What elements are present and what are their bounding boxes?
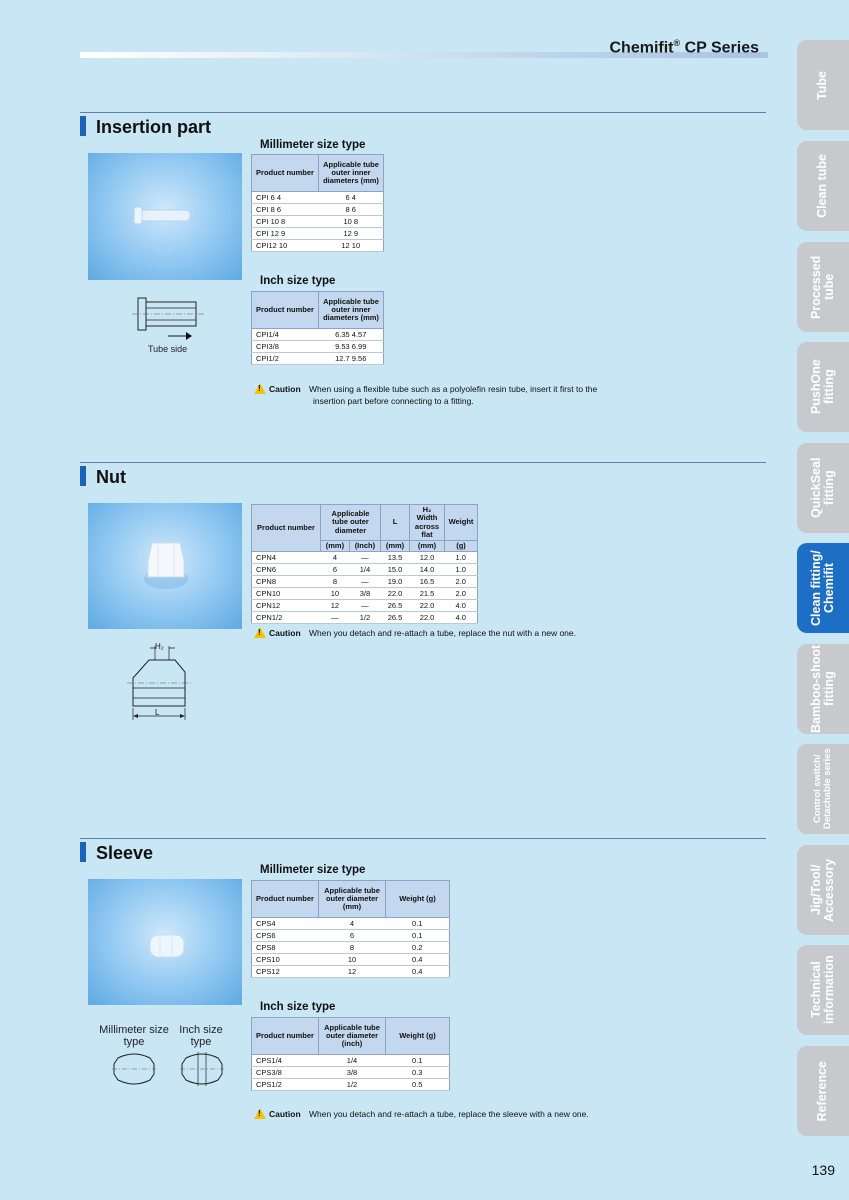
header-title: Chemifit® CP Series — [609, 38, 759, 57]
table-cell: 0.5 — [386, 1079, 450, 1091]
table-row — [252, 930, 450, 942]
table-cell: 4 — [321, 552, 350, 564]
table-cell: 14.0 — [410, 564, 445, 576]
col-header: Applicable tube outer diameter (inch) — [319, 1018, 386, 1055]
section-marker — [80, 842, 86, 862]
table-cell: — — [349, 576, 380, 588]
side-tab[interactable] — [797, 443, 849, 533]
col-header: Applicable tube outer inner diameters (mm) — [319, 292, 384, 329]
side-tab-label: Clean fitting/ Chemifit — [808, 550, 836, 626]
table-cell: 0.1 — [386, 1055, 450, 1067]
col-header: Applicable tube outer diameter — [321, 505, 381, 541]
col-header: Product number — [252, 1018, 319, 1055]
side-tab-label: Bamboo-shoot fitting — [808, 644, 836, 734]
warning-icon — [254, 627, 266, 638]
side-tab-label: PushOne fitting — [808, 359, 836, 415]
side-tab-label: Clean tube — [815, 154, 830, 218]
table-row — [252, 966, 450, 978]
table-cell: CPS4 — [252, 918, 319, 930]
side-tab-label: Control switch/ Detachable series — [812, 748, 833, 830]
nut-photo — [88, 503, 242, 629]
nut-table — [251, 504, 478, 624]
side-tab-label: Tube — [815, 70, 830, 100]
table-row — [252, 552, 478, 564]
table-cell: CPS12 — [252, 966, 319, 978]
table-cell: 10 8 — [319, 216, 384, 228]
table-cell: 0.1 — [386, 930, 450, 942]
table-row — [252, 1079, 450, 1091]
table-cell: 1.0 — [445, 552, 478, 564]
sleeve-photo — [88, 879, 242, 1005]
side-tab[interactable] — [797, 242, 849, 332]
table-row — [252, 564, 478, 576]
table-cell: 2.0 — [445, 588, 478, 600]
table-cell: 6 — [319, 930, 386, 942]
table-cell: 4 — [319, 918, 386, 930]
dimension-label-h2: H₂ — [155, 642, 164, 651]
table-cell: 12 — [321, 600, 350, 612]
nut-image — [88, 503, 242, 629]
table-cell: 1/2 — [319, 1079, 386, 1091]
tube-side-arrow-icon — [168, 331, 192, 341]
table-row — [252, 216, 384, 228]
table-cell: 12.7 9.56 — [319, 353, 384, 365]
table-cell: 8 — [319, 942, 386, 954]
table-cell: CPS3/8 — [252, 1067, 319, 1079]
sleeve-mm-title: Millimeter size type — [260, 864, 366, 876]
table-cell: 8 — [321, 576, 350, 588]
side-tab-label: Reference — [815, 1060, 830, 1122]
sleeve-label-inch: Inch size type — [179, 1024, 223, 1048]
tube-side-label: Tube side — [148, 344, 188, 354]
side-tab[interactable] — [797, 744, 849, 834]
section-title-insertion: Insertion part — [96, 117, 212, 137]
table-cell: 9.53 6.99 — [319, 341, 384, 353]
insertion-part-image — [88, 153, 242, 280]
table-row — [252, 204, 384, 216]
table-cell: CPI 12 9 — [252, 228, 319, 240]
table-cell: CPS10 — [252, 954, 319, 966]
table-cell: 6.35 4.57 — [319, 329, 384, 341]
table-cell: 3/8 — [319, 1067, 386, 1079]
section-marker — [80, 116, 86, 136]
table-cell: — — [349, 600, 380, 612]
col-header: H₂ Width across flat — [410, 505, 445, 541]
table-row — [252, 1055, 450, 1067]
table-row — [252, 192, 384, 204]
sleeve-mm-table — [251, 880, 450, 978]
table-row — [252, 600, 478, 612]
table-cell: 22.0 — [410, 600, 445, 612]
table-cell: 1/4 — [319, 1055, 386, 1067]
table-cell: 19.0 — [381, 576, 410, 588]
insertion-photo — [88, 153, 242, 280]
insertion-caution: !Caution When using a flexible tube such as a polyolefin resin tube, insert it first to the — [254, 383, 597, 394]
section-divider — [80, 462, 766, 463]
table-cell: 8 6 — [319, 204, 384, 216]
table-cell: CPI 6 4 — [252, 192, 319, 204]
table-cell: 16.5 — [410, 576, 445, 588]
table-cell: 12 9 — [319, 228, 384, 240]
insertion-inch-table — [251, 291, 384, 365]
table-cell: CPN6 — [252, 564, 321, 576]
side-tab-label: Jig/Tool/ Accessory — [808, 858, 836, 922]
section-title-sleeve: Sleeve — [96, 843, 154, 863]
nut-drawing — [125, 642, 195, 724]
section-divider — [80, 112, 766, 113]
table-cell: CPN12 — [252, 600, 321, 612]
table-cell: CPI12 10 — [252, 240, 319, 252]
col-header: Applicable tube outer inner diameters (mm) — [319, 155, 384, 192]
warning-icon — [254, 383, 266, 394]
col-subheader: (Inch) — [349, 541, 380, 552]
table-cell: 22.0 — [410, 612, 445, 624]
table-cell: 6 4 — [319, 192, 384, 204]
table-cell: 10 — [319, 954, 386, 966]
table-cell: 4.0 — [445, 612, 478, 624]
table-cell: CPN8 — [252, 576, 321, 588]
sleeve-image — [88, 879, 242, 1005]
insertion-mm-title: Millimeter size type — [260, 139, 366, 151]
side-tab[interactable] — [797, 543, 849, 633]
side-tab[interactable] — [797, 141, 849, 231]
table-cell: 0.3 — [386, 1067, 450, 1079]
table-row — [252, 353, 384, 365]
sleeve-label-mm: Millimeter size type — [99, 1024, 169, 1048]
insertion-inch-title: Inch size type — [260, 275, 336, 287]
col-subheader: (mm) — [410, 541, 445, 552]
table-cell: CPI1/4 — [252, 329, 319, 341]
nut-caution: !Caution When you detach and re-attach a tube, replace the nut with a new one. — [254, 627, 576, 638]
table-cell: 1/4 — [349, 564, 380, 576]
side-tab[interactable] — [797, 342, 849, 432]
table-cell: CPS8 — [252, 942, 319, 954]
insertion-caution-line2: insertion part before connecting to a fitting. — [313, 396, 474, 406]
table-cell: 12 10 — [319, 240, 384, 252]
sleeve-drawings — [112, 1050, 232, 1088]
table-row — [252, 942, 450, 954]
table-cell: — — [321, 612, 350, 624]
table-cell: 26.5 — [381, 612, 410, 624]
table-cell: 0.4 — [386, 954, 450, 966]
side-tab[interactable] — [797, 40, 849, 130]
table-row — [252, 341, 384, 353]
table-cell: 4.0 — [445, 600, 478, 612]
table-row — [252, 588, 478, 600]
table-cell: — — [349, 552, 380, 564]
col-header: Product number — [252, 155, 319, 192]
table-cell: CPS1/2 — [252, 1079, 319, 1091]
side-tab-label: Technical information — [808, 955, 836, 1025]
table-cell: 22.0 — [381, 588, 410, 600]
col-header: Weight (g) — [386, 881, 450, 918]
table-cell: 12 — [319, 966, 386, 978]
side-tab[interactable] — [797, 644, 849, 734]
table-cell: 15.0 — [381, 564, 410, 576]
col-header: Weight (g) — [386, 1018, 450, 1055]
table-cell: 13.5 — [381, 552, 410, 564]
sleeve-caution: !Caution When you detach and re-attach a tube, replace the sleeve with a new one. — [254, 1108, 589, 1119]
table-cell: 21.5 — [410, 588, 445, 600]
table-cell: 2.0 — [445, 576, 478, 588]
side-tab[interactable] — [797, 1046, 849, 1136]
table-cell: CPN10 — [252, 588, 321, 600]
table-cell: CPN1/2 — [252, 612, 321, 624]
col-subheader: (g) — [445, 541, 478, 552]
table-cell: CPI3/8 — [252, 341, 319, 353]
table-cell: 1.0 — [445, 564, 478, 576]
table-row — [252, 612, 478, 624]
page-number: 139 — [811, 1162, 835, 1178]
section-title-nut: Nut — [96, 467, 126, 487]
table-row — [252, 228, 384, 240]
table-row — [252, 329, 384, 341]
col-header: Applicable tube outer diameter (mm) — [319, 881, 386, 918]
warning-icon — [254, 1108, 266, 1119]
table-cell: CPS1/4 — [252, 1055, 319, 1067]
table-cell: 12.0 — [410, 552, 445, 564]
col-subheader: (mm) — [321, 541, 350, 552]
side-tab-label: Processed tube — [808, 255, 836, 319]
col-header: Product number — [252, 505, 321, 552]
table-cell: 1/2 — [349, 612, 380, 624]
table-cell: CPS6 — [252, 930, 319, 942]
side-tab-label: QuickSeal fitting — [808, 457, 836, 519]
table-cell: CPI1/2 — [252, 353, 319, 365]
table-cell: 6 — [321, 564, 350, 576]
table-cell: 26.5 — [381, 600, 410, 612]
sleeve-inch-title: Inch size type — [260, 1001, 336, 1013]
col-header: Product number — [252, 881, 319, 918]
table-row — [252, 954, 450, 966]
section-marker — [80, 466, 86, 486]
side-tab[interactable] — [797, 845, 849, 935]
table-cell: CPI 8 6 — [252, 204, 319, 216]
col-header: L — [381, 505, 410, 541]
table-cell: CPN4 — [252, 552, 321, 564]
table-row — [252, 918, 450, 930]
col-header: Product number — [252, 292, 319, 329]
table-cell: CPI 10 8 — [252, 216, 319, 228]
table-cell: 0.2 — [386, 942, 450, 954]
table-row — [252, 1067, 450, 1079]
col-subheader: (mm) — [381, 541, 410, 552]
table-cell: 3/8 — [349, 588, 380, 600]
table-row — [252, 576, 478, 588]
side-tab[interactable] — [797, 945, 849, 1035]
section-divider — [80, 838, 766, 839]
table-cell: 10 — [321, 588, 350, 600]
table-cell: 0.4 — [386, 966, 450, 978]
insertion-mm-table — [251, 154, 384, 252]
table-row — [252, 240, 384, 252]
sleeve-inch-table — [251, 1017, 450, 1091]
dimension-label-l: L — [155, 708, 160, 717]
col-header: Weight — [445, 505, 478, 541]
table-cell: 0.1 — [386, 918, 450, 930]
